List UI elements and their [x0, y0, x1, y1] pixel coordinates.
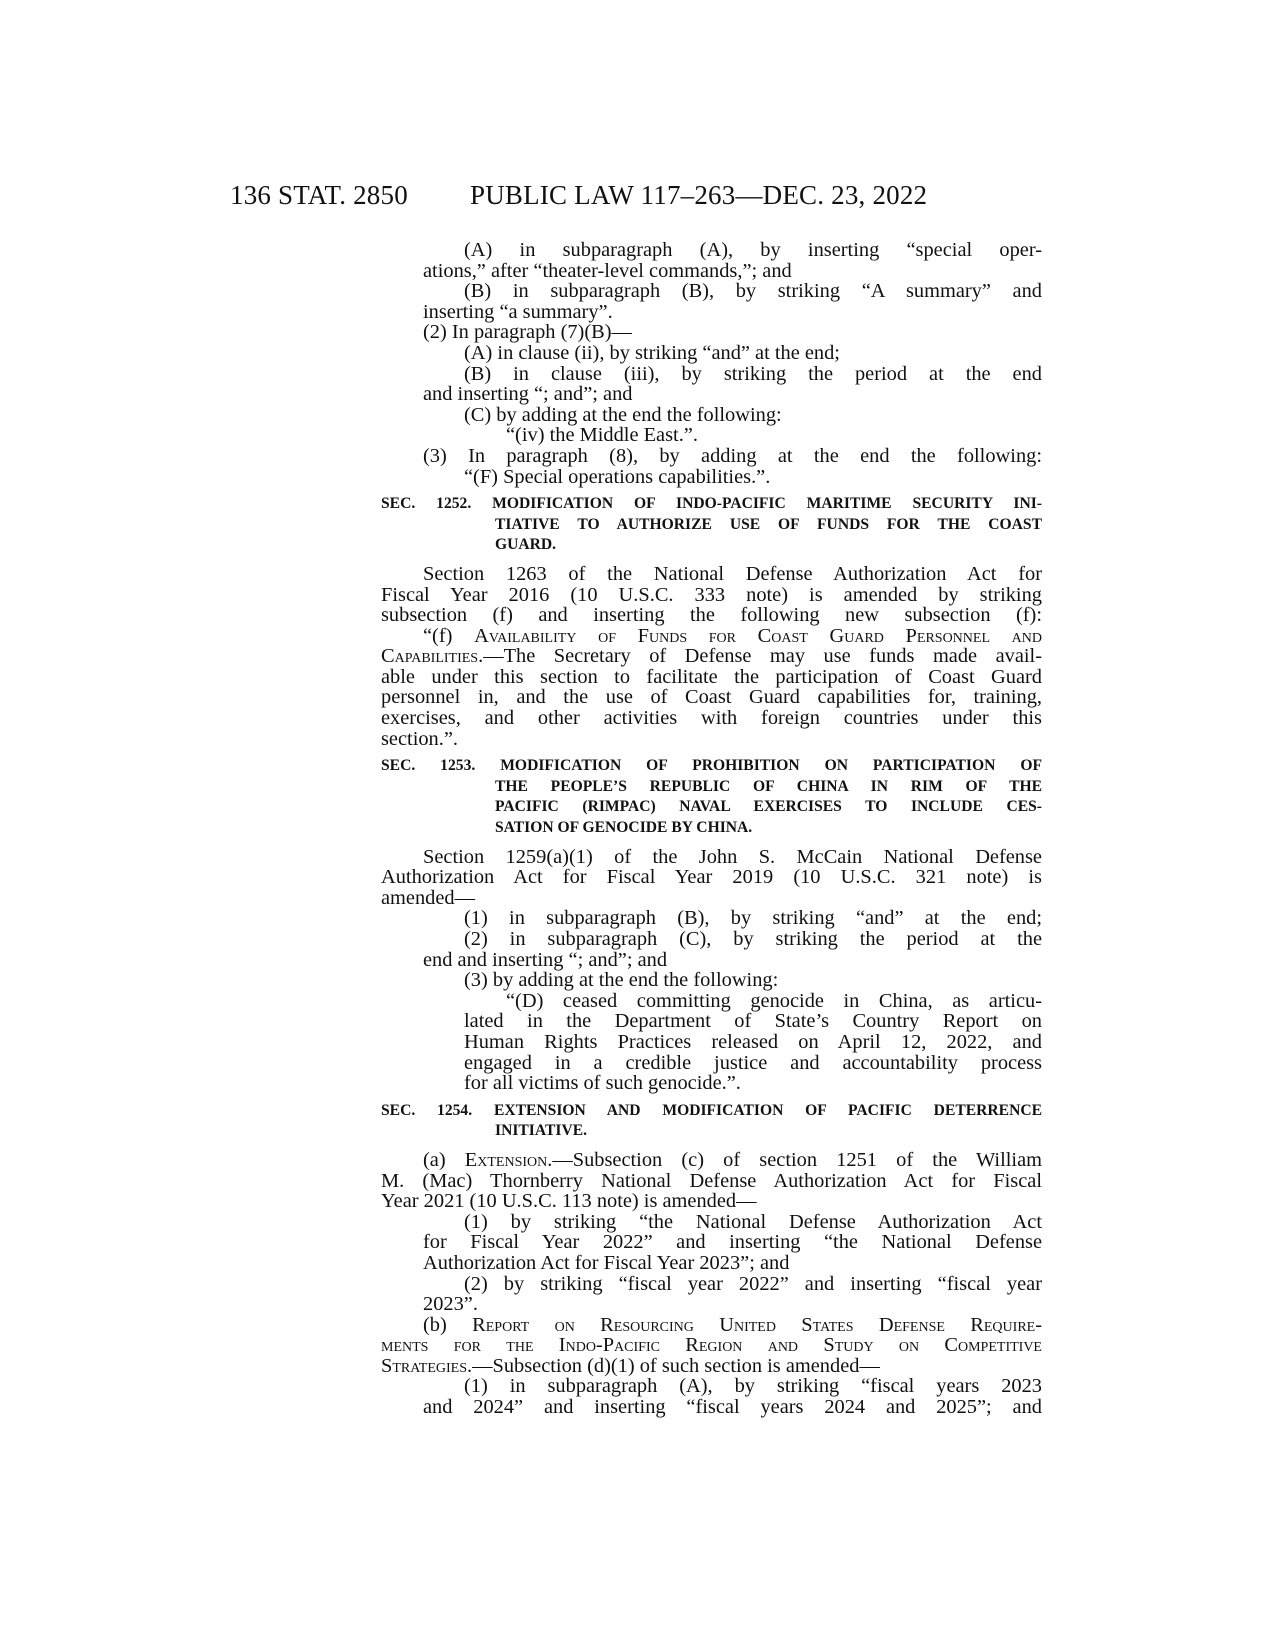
text-line: (3) by adding at the end the following: [464, 969, 779, 992]
heading-line: SEC. 1253. MODIFICATION OF PROHIBITION ON PARTICIPATION OF [381, 757, 1042, 775]
section-heading-1253 [381, 756, 1042, 838]
text-line: (A) in clause (ii), by striking “and” at the end; [464, 341, 840, 364]
text-line [381, 1150, 1042, 1171]
text-line: ments for the Indo-Pacific Region and Study on Competitive [381, 1334, 1042, 1357]
text-line: Section 1263 of the National Defense Authorization Act for [423, 562, 1042, 585]
subsection-heading: Report on Resourcing United States Defense Require- [472, 1313, 1042, 1336]
text-segment: —Subsection (c) of section 1251 of the William [552, 1148, 1042, 1171]
text-line: subsection (f) and inserting the following new subsection (f): [381, 604, 1042, 627]
section-heading-1252 [381, 494, 1042, 556]
text-line: personnel in, and the use of Coast Guard capabilities for, training, [381, 686, 1042, 709]
text-line [381, 1356, 1042, 1377]
document-body [381, 240, 1042, 1418]
text-segment: (a) [423, 1148, 465, 1171]
text-line: inserting “a summary”. [423, 300, 613, 323]
text-line: Authorization Act for Fiscal Year 2023”; and [423, 1251, 790, 1274]
subsection-heading: Capabilities. [381, 645, 484, 668]
heading-line: TIATIVE TO AUTHORIZE USE OF FUNDS FOR THE COAST [495, 515, 1042, 533]
text-segment: —The Secretary of Defense may use funds made avail- [483, 645, 1042, 668]
text-line: end and inserting “; and”; and [423, 948, 668, 971]
subsection-heading: Extension. [464, 1148, 553, 1171]
heading-line: GUARD. [495, 536, 557, 554]
subsection-heading: Strategies. [381, 1354, 473, 1377]
text-line [381, 646, 1042, 667]
text-line: (A) in subparagraph (A), by inserting “special oper- [464, 239, 1042, 261]
text-line: M. (Mac) Thornberry National Defense Authorization Act for Fiscal [381, 1169, 1042, 1192]
text-segment: —Subsection (d)(1) of such section is amended— [472, 1354, 880, 1377]
text-line: (1) in subparagraph (A), by striking “fiscal years 2023 [464, 1375, 1042, 1398]
running-header: PUBLIC LAW 117–263—DEC. 23, 2022 [470, 180, 928, 210]
text-line: Section 1259(a)(1) of the John S. McCain National Defense [423, 845, 1042, 868]
text-line: and inserting “; and”; and [423, 383, 633, 406]
text-line [381, 1315, 1042, 1336]
text-line: Authorization Act for Fiscal Year 2019 (10 U.S.C. 321 note) is [381, 866, 1042, 889]
text-line: “(iv) the Middle East.”. [506, 424, 698, 447]
text-line: engaged in a credible justice and accountability process [464, 1051, 1042, 1074]
statute-page-number: 136 STAT. 2850 [230, 180, 408, 210]
text-line: “(D) ceased committing genocide in China, as articu- [506, 989, 1042, 1012]
heading-line: THE PEOPLE’S REPUBLIC OF CHINA IN RIM OF THE [495, 777, 1042, 795]
text-line: able under this section to facilitate the participation of Coast Guard [381, 665, 1042, 688]
heading-line: SEC. 1252. MODIFICATION OF INDO-PACIFIC MARITIME SECURITY INI- [381, 495, 1042, 513]
text-line: (1) in subparagraph (B), by striking “and” at the end; [464, 907, 1042, 930]
text-line: (B) in subparagraph (B), by striking “A summary” and [464, 280, 1042, 303]
text-line: amended— [381, 886, 475, 909]
text-line: for all victims of such genocide.”. [464, 1072, 741, 1095]
text-line: Year 2021 (10 U.S.C. 113 note) is amended— [381, 1190, 757, 1213]
text-line: (2) In paragraph (7)(B)— [423, 321, 632, 344]
text-segment: “(f) [423, 624, 475, 647]
text-line: (2) in subparagraph (C), by striking the period at the [464, 928, 1042, 950]
subsection-heading: Availability of Funds for Coast Guard Personnel and [474, 624, 1042, 647]
text-line: and 2024” and inserting “fiscal years 2024 and 2025”; and [423, 1396, 1042, 1419]
text-line: ations,” after “theater-level commands,”; and [423, 259, 792, 282]
text-line: “(F) Special operations capabilities.”. [464, 465, 771, 488]
text-line: Human Rights Practices released on April 12, 2022, and [464, 1030, 1042, 1053]
text-line: (B) in clause (iii), by striking the period at the end [464, 362, 1042, 385]
text-line: (C) by adding at the end the following: [464, 403, 782, 426]
text-line: lated in the Department of State’s Country Report on [464, 1010, 1042, 1033]
section-heading-1254 [381, 1101, 1042, 1142]
text-line: 2023”. [423, 1293, 478, 1316]
text-line: exercises, and other activities with foreign countries under this [381, 707, 1042, 730]
text-line [381, 626, 1042, 647]
heading-line: SATION OF GENOCIDE BY CHINA. [495, 819, 753, 837]
heading-line: PACIFIC (RIMPAC) NAVAL EXERCISES TO INCLUDE CES- [495, 798, 1042, 816]
text-segment: (b) [423, 1313, 473, 1336]
text-line: section.”. [381, 727, 459, 750]
heading-line: SEC. 1254. EXTENSION AND MODIFICATION OF PACIFIC DETERRENCE [381, 1101, 1042, 1119]
text-line: (2) by striking “fiscal year 2022” and inserting “fiscal year [464, 1272, 1042, 1295]
text-line: for Fiscal Year 2022” and inserting “the National Defense [423, 1231, 1042, 1254]
text-line: (3) In paragraph (8), by adding at the end the following: [423, 444, 1042, 467]
heading-line: INITIATIVE. [495, 1122, 588, 1140]
text-line: Fiscal Year 2016 (10 U.S.C. 333 note) is amended by striking [381, 583, 1042, 606]
text-line: (1) by striking “the National Defense Authorization Act [464, 1210, 1042, 1233]
